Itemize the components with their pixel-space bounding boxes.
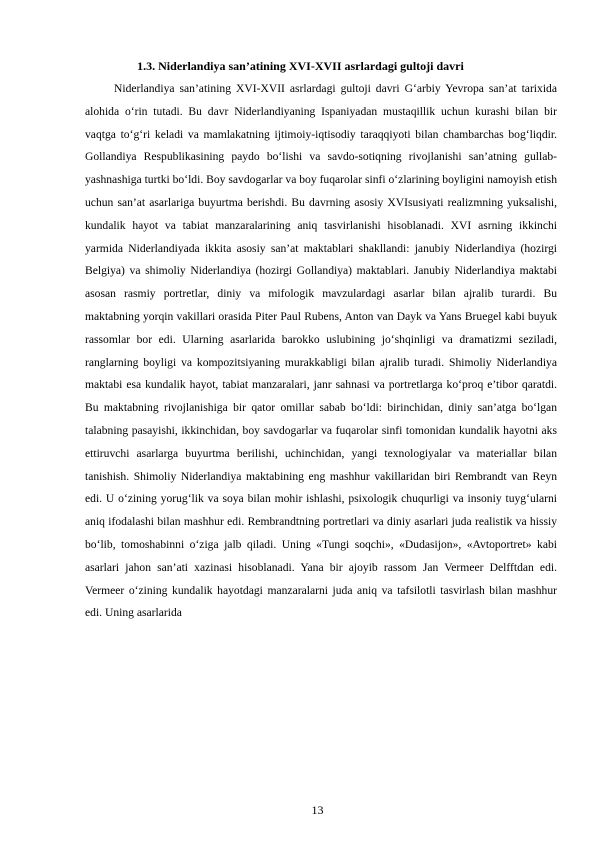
body-paragraph: Niderlandiya san’atining XVI-XVII asrlardagi gultoji davri G‘arbiy Yevropa san’at tarixida alohida o‘rin tutadi. Bu davr Niderlandiyaning Ispaniyadan mustaqillik uchun kurashi bilan bir vaqtga to‘g‘ri keladi va mamlakatning ijtimoiy-iqtisodiy taraqqiyoti bilan chambarchas bog‘liqdir. Gollandiya Respublikasining paydo bo‘lishi va savdo-sotiqning rivojlanishi san’atning gullab-yashnashiga turtki bo‘ldi. Boy savdogarlar va boy fuqarolar sinfi o‘zlarining boyligini namoyish etish uchun san’at asarlariga buyurtma berishdi. Bu davrning asosiy XVIsusiyati realizmning yuksalishi, kundalik hayot va tabiat manzaralarining aniq tasvirlanishi hisoblanadi. XVI asrning ikkinchi yarmida Niderlandiyada ikkita asosiy san’at maktablari shakllandi: janubiy Niderlandiya (hozirgi Belgiya) va shimoliy Niderlandiya (hozirgi Gollandiya) maktablari. Janubiy Niderlandiya maktabi asosan rasmiy portretlar, diniy va mifologik mavzulardagi asarlar bilan ajralib turardi. Bu maktabning yorqin vakillari orasida Piter Paul Rubens, Anton van Dayk va Yans Bruegel kabi buyuk rassomlar bor edi. Ularning asarlarida barokko uslubining jo‘shqinligi va dramatizmi seziladi, ranglarning boyligi va kompozitsiyaning murakkabligi bilan ajralib turadi. Shimoliy Niderlandiya maktabi esa kundalik hayot, tabiat manzaralari, janr sahnasi va portretlarga ko‘proq e’tibor qaratdi. Bu maktabning rivojlanishiga bir qator omillar sabab bo‘ldi: birinchidan, diniy san’atga bo‘lgan talabning pasayishi, ikkinchidan, boy savdogarlar va fuqarolar sinfi tomonidan kundalik hayotni aks ettiruvchi asarlarga buyurtma berilishi, uchinchidan, yangi texnologiyalar va materiallar bilan tanishish. Shimoliy Niderlandiya maktabining eng mashhur vakillaridan biri Rembrandt van Reyn edi. U o‘zining yorug‘lik va soya bilan mohir ishlashi, psixologik chuqurligi va insoniy tuyg‘ularni aniq ifodalashi bilan mashhur edi. Rembrandtning portretlari va diniy asarlari juda realistik va hissiy bo‘lib, tomoshabinni o‘ziga jalb qiladi. Uning «Tungi soqchi», «Dudasijon», «Avtoportret» kabi asarlari jahon san’ati xazinasi hisoblanadi. Yana bir ajoyib rassom Jan Vermeer Delfftdan edi. Vermeer o‘zining kundalik hayotdagi manzaralarni juda aniq va tafsilotli tasvirlash bilan mashhur edi. Uning asarlarida: [85, 82, 557, 620]
section-heading: 1.3. Niderlandiya san’atining XVI-XVII asrlardagi gultoji davri: [137, 59, 464, 73]
page-number: 13: [311, 803, 324, 817]
